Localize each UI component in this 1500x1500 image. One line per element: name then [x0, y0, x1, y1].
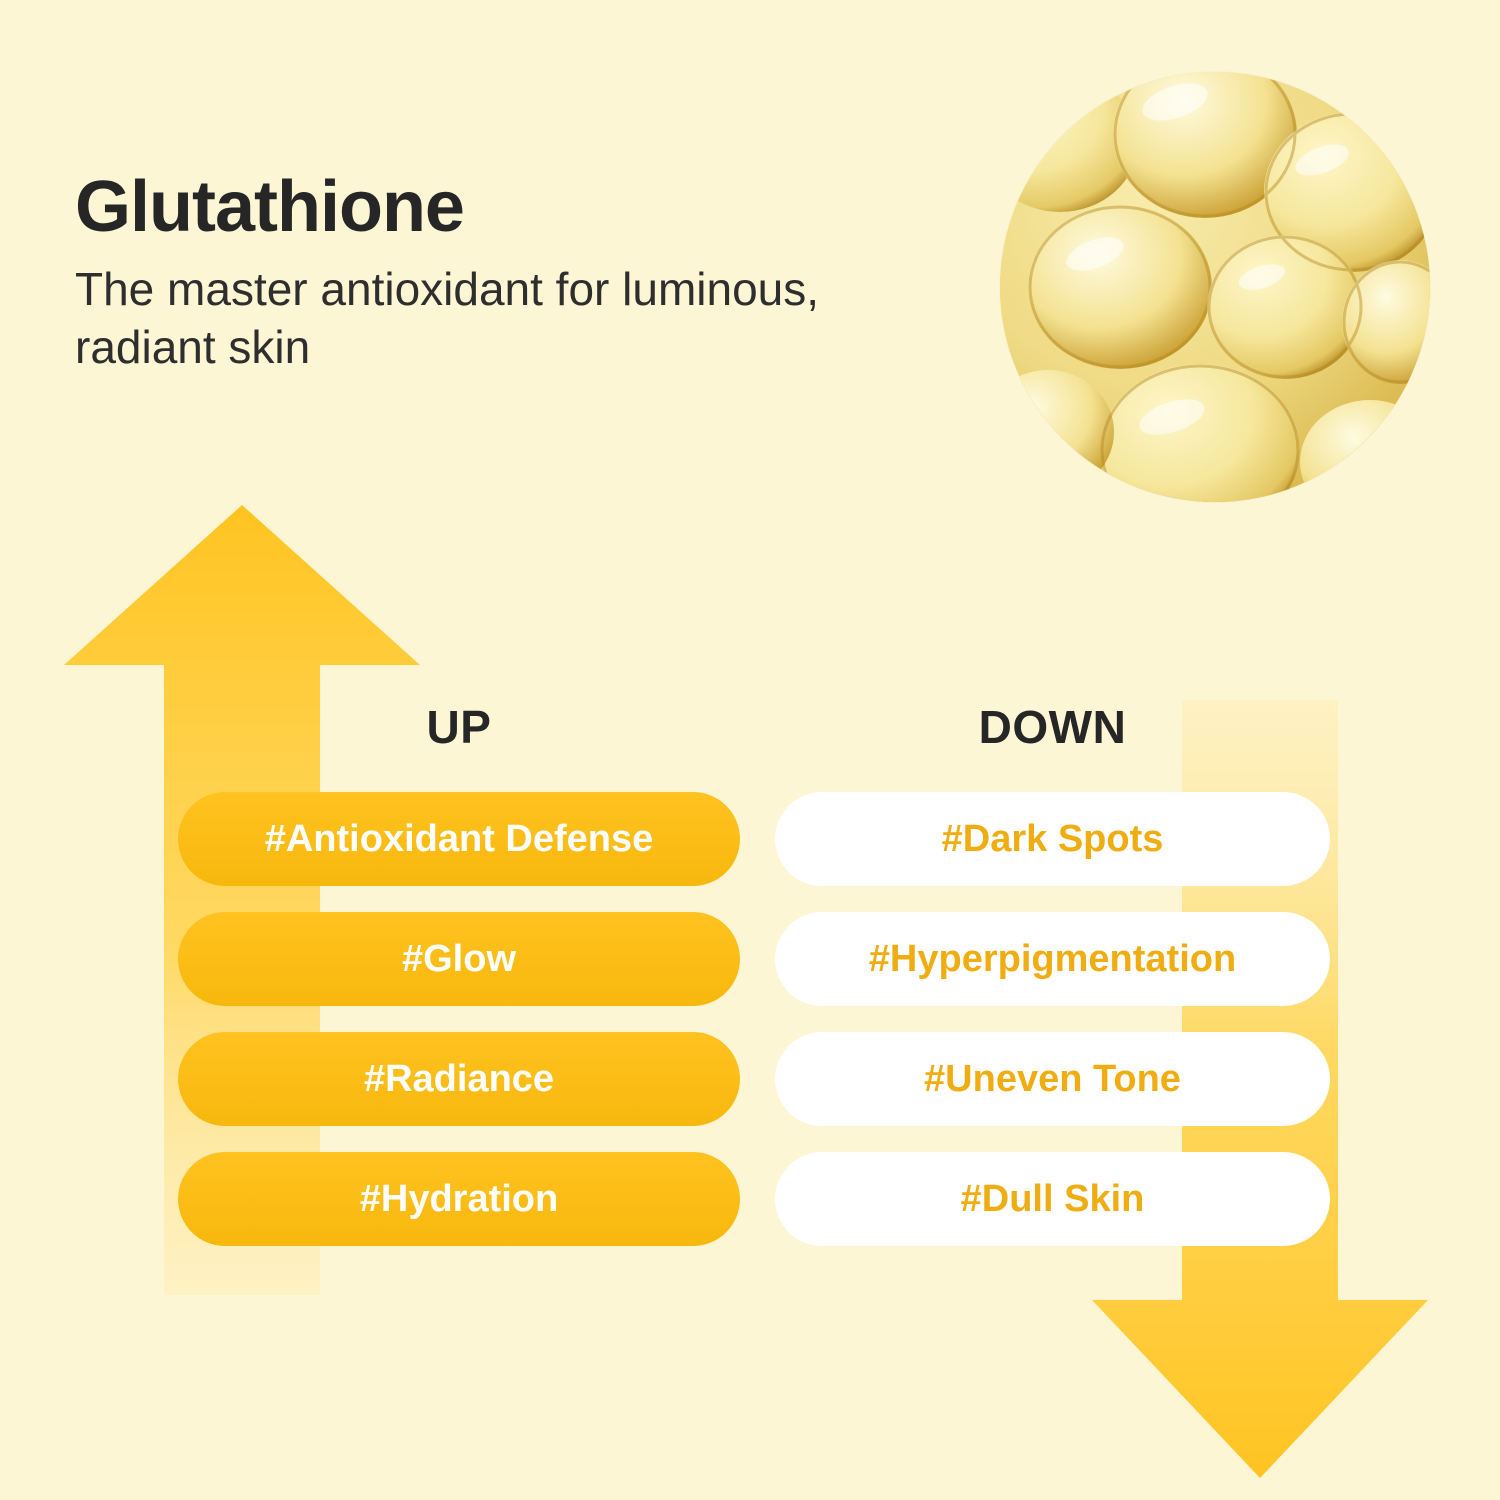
column-down-heading: DOWN	[978, 701, 1127, 753]
pill-down-2[interactable]: #Hyperpigmentation	[775, 912, 1330, 1006]
page-subtitle: The master antioxidant for luminous, radiant skin	[75, 262, 820, 374]
header-block	[75, 167, 875, 377]
pill-up-1[interactable]: #Antioxidant Defense	[178, 792, 740, 886]
page-title: Glutathione	[75, 167, 464, 247]
column-up	[178, 700, 740, 1272]
pill-up-3[interactable]: #Radiance	[178, 1032, 740, 1126]
pill-up-2[interactable]: #Glow	[178, 912, 740, 1006]
serum-capsules-photo	[1000, 72, 1430, 502]
pill-down-1[interactable]: #Dark Spots	[775, 792, 1330, 886]
column-up-heading: UP	[426, 701, 492, 753]
pill-down-4[interactable]: #Dull Skin	[775, 1152, 1330, 1246]
pill-down-3[interactable]: #Uneven Tone	[775, 1032, 1330, 1126]
pill-up-4[interactable]: #Hydration	[178, 1152, 740, 1246]
column-down	[775, 700, 1330, 1272]
